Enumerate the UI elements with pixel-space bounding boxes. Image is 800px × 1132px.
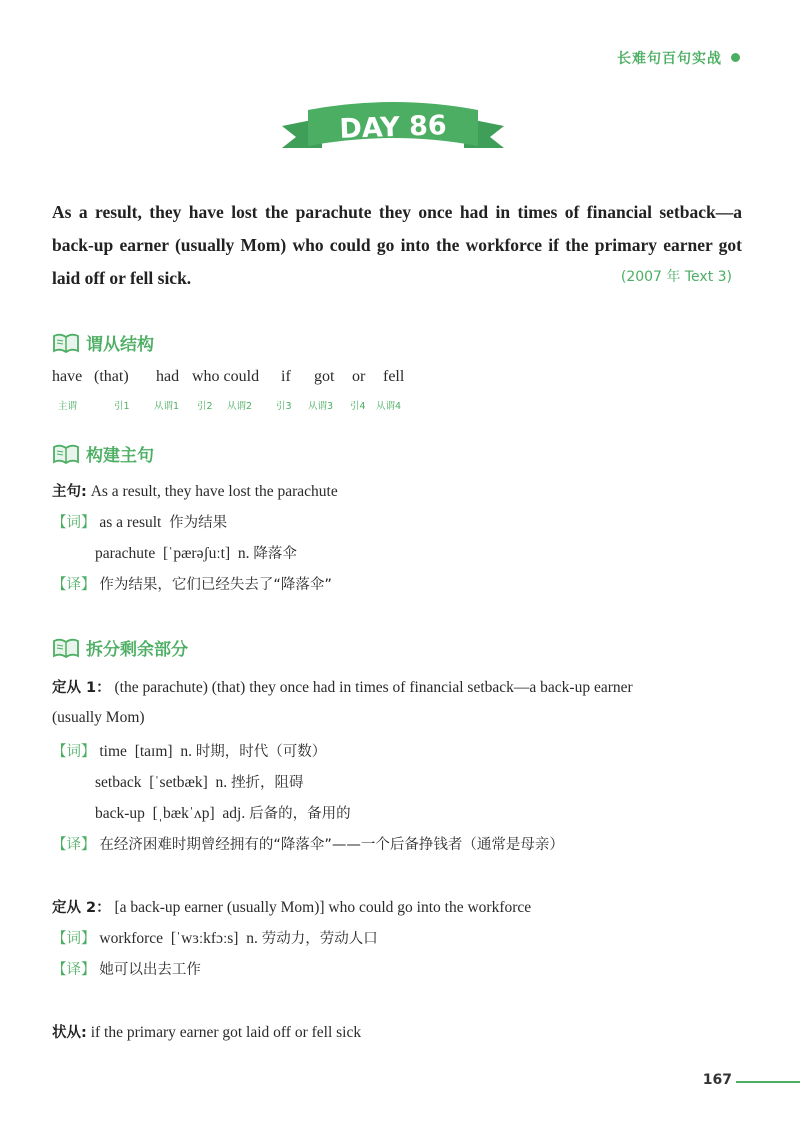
- vocab-meaning: 时期，时代（可数）: [195, 744, 327, 760]
- vocab-line: [52, 511, 227, 532]
- main-clause-label: 主句:: [52, 484, 87, 500]
- vocab-phonetic: [ˈwɜːkfɔːs]: [170, 930, 239, 947]
- section-title: 谓从结构: [86, 335, 154, 355]
- vocab-label: 【词】: [52, 515, 96, 531]
- vocab-line: [95, 542, 297, 563]
- predicate-tag: 引3: [276, 401, 292, 412]
- clause1-line-cont: (usually Mom): [52, 709, 145, 726]
- vocab-phonetic: [ˈpærəʃuːt]: [163, 545, 231, 562]
- predicate-tag: 从谓2: [227, 401, 253, 412]
- vocab-pos: n.: [180, 743, 192, 760]
- predicate-word: or: [352, 368, 366, 385]
- translation-line: [52, 833, 564, 854]
- predicate-tag: 从谓1: [154, 401, 180, 412]
- predicate-tag: 引1: [114, 401, 130, 412]
- vocab-pos: n.: [246, 930, 258, 947]
- predicate-word: if: [281, 368, 291, 385]
- header-dot-icon: [731, 53, 740, 62]
- section-heading-split: [52, 635, 188, 660]
- predicate-word: who could: [192, 368, 260, 385]
- page-number-rule: [736, 1081, 800, 1083]
- vocab-phonetic: [taɪm]: [134, 743, 173, 760]
- adverbial-line: [52, 1021, 361, 1042]
- vocab-line: [52, 927, 378, 948]
- vocab-line: [52, 740, 326, 761]
- vocab-phonetic: [ˌbækˈʌp]: [152, 805, 215, 822]
- predicate-tag: 主谓: [58, 401, 78, 412]
- vocab-line: [95, 771, 304, 792]
- vocab-label: 【词】: [52, 744, 96, 760]
- predicate-tag: 引2: [197, 401, 213, 412]
- sentence-source: (2007 年 Text 3): [620, 269, 732, 285]
- adverbial-text: if the primary earner got laid off or fell sick: [90, 1024, 362, 1041]
- vocab-word: setback: [95, 774, 142, 791]
- example-sentence: As a result, they have lost the parachute they once had in times of financial setback—a back-up earner (usually Mom) who could go into the workforce if the primary earner got laid off or fell sick.: [52, 202, 742, 288]
- vocab-word: back-up: [95, 805, 145, 822]
- banner-text: DAY 86: [338, 110, 448, 145]
- vocab-line: [95, 802, 351, 823]
- day-banner: [278, 96, 508, 164]
- clause1-line: [52, 676, 633, 697]
- predicate-word: (that): [94, 368, 129, 385]
- adverbial-label: 状从:: [52, 1025, 87, 1041]
- page-number: 167: [702, 1072, 732, 1088]
- section-heading-predicate: [52, 330, 154, 355]
- predicate-word: have: [52, 368, 83, 385]
- vocab-meaning: 劳动力，劳动人口: [261, 931, 378, 947]
- translation-text: 她可以出去工作: [99, 962, 201, 978]
- translation-label: 【译】: [52, 577, 96, 593]
- vocab-pos: adj.: [222, 805, 246, 822]
- running-header: 长难句百句实战: [617, 51, 722, 67]
- predicate-word: got: [314, 368, 335, 385]
- translation-label: 【译】: [52, 837, 96, 853]
- vocab-word: workforce: [99, 930, 164, 947]
- clause1-text: (the parachute) (that) they once had in times of financial setback—a back-up earner: [114, 679, 633, 696]
- open-book-icon: [52, 637, 80, 659]
- vocab-label: 【词】: [52, 931, 96, 947]
- vocab-meaning: 作为结果: [169, 515, 228, 531]
- vocab-word: as a result: [99, 514, 162, 531]
- vocab-meaning: 后备的，备用的: [249, 806, 351, 822]
- predicate-word: had: [156, 368, 180, 385]
- open-book-icon: [52, 332, 80, 354]
- vocab-pos: n.: [215, 774, 228, 791]
- section-title: 拆分剩余部分: [86, 640, 188, 660]
- section-heading-main: [52, 441, 154, 466]
- vocab-pos: n.: [237, 545, 250, 562]
- predicate-tag: 从谓3: [308, 401, 334, 412]
- clause2-label: 定从 2：: [52, 900, 111, 916]
- clause2-line: [52, 896, 531, 917]
- section-title: 构建主句: [86, 446, 154, 466]
- translation-label: 【译】: [52, 962, 96, 978]
- vocab-meaning: 降落伞: [253, 546, 297, 562]
- translation-text: 在经济困难时期曾经拥有的“降落伞”——一个后备挣钱者（通常是母亲）: [99, 837, 564, 853]
- main-clause-text: As a result, they have lost the parachute: [90, 483, 338, 500]
- translation-line: [52, 958, 201, 979]
- clause2-text: [a back-up earner (usually Mom)] who could go into the workforce: [114, 899, 532, 916]
- predicate-tag: 引4: [350, 401, 366, 412]
- predicate-word: fell: [383, 368, 405, 385]
- translation-text: 作为结果，它们已经失去了“降落伞”: [99, 577, 332, 593]
- translation-line: [52, 573, 332, 594]
- vocab-phonetic: [ˈsetbæk]: [149, 774, 208, 791]
- main-clause-line: [52, 480, 338, 501]
- open-book-icon: [52, 443, 80, 465]
- clause1-label: 定从 1：: [52, 680, 111, 696]
- vocab-word: time: [99, 743, 127, 760]
- vocab-meaning: 挫折，阻碍: [231, 775, 304, 791]
- vocab-word: parachute: [95, 545, 156, 562]
- predicate-tag: 从谓4: [376, 401, 402, 412]
